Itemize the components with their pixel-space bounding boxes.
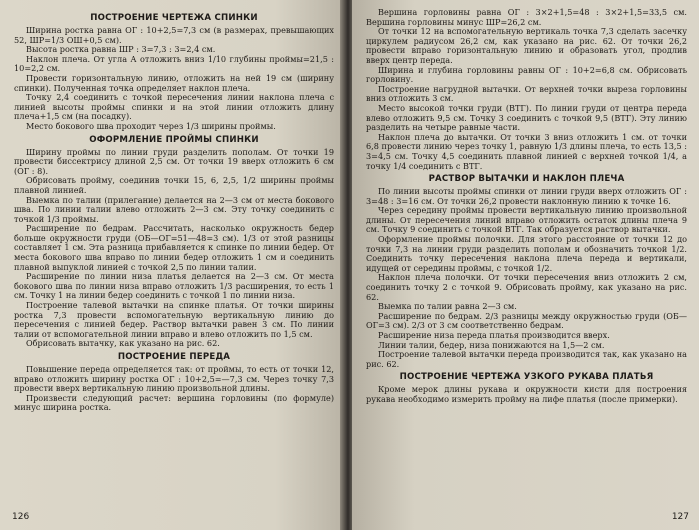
- section-heading: ПОСТРОЕНИЕ ЧЕРТЕЖА СПИНКИ: [90, 13, 258, 23]
- paragraph: Расширение низа переда платья производится вверх.: [378, 330, 610, 340]
- paragraph: Построение талевой вытачки на спинке платья. От точки ширины ростка 7,3 провести вспомогательную вертикальную линию до пересечения с линией бедер. Раствор вытачки равен 3 см. По линии талии от вспомогательной линии вправо и влево отложить по 1,5 см.: [14, 300, 334, 339]
- paragraph: Выемка по талии (прилегание) делается на 2—3 см от места бокового шва. По линии талии влево отложить 2—3 см. Эту точку соединить с точкой 1/3 проймы.: [14, 194, 334, 224]
- paragraph: Высота ростка равна ШР : 3=7,3 : 3=2,4 см.: [26, 44, 216, 55]
- paragraph: По линии высоты проймы спинки от линии груди вверх отложить ОГ : 3=48 : 3=16 см. От точки 26,2 провести наклонную линию к точке 16.: [366, 186, 687, 206]
- right-page: [352, 0, 699, 530]
- paragraph: Обрисовать пройму, соединив точки 15, 6, 2,5, 1/2 ширины проймы плавной линией.: [14, 175, 334, 195]
- paragraph: Ширину проймы по линии груди разделить пополам. От точки 19 провести биссектрису длиной 2,5 см. От точки 19 вверх отложить 6 см (ОГ : 8).: [14, 146, 334, 176]
- paragraph: Произвести следующий расчет: вершина горловины (по формуле) минус ширина ростка.: [14, 392, 334, 413]
- paragraph: Провести горизонтальную линию, отложить на ней 19 см (ширину спинки). Полученная точка определяет наклон плеча.: [14, 72, 334, 93]
- paragraph: Ширина и глубина горловины равны ОГ : 10+2=6,8 см. Обрисовать горловину.: [366, 64, 687, 85]
- left-page: [0, 0, 344, 530]
- paragraph: Точку 2,4 соединить с точкой пересечения линии наклона плеча с линией высоты проймы спинки и на этой линии отложить длину плеча+1,5 см (на посадку).: [14, 92, 334, 122]
- paragraph: Наклон плеча до вытачки. От точки 3 вниз отложить 1 см. от точки 6,8 провести линию через точку 1, равную 1/3 длины плеча, то есть 13,5 : 3=4,5 см. Точку 4,5 соединить плавной линией с верхней точкой 1/4, а точку 1/4 соединить с ВТГ.: [366, 131, 687, 171]
- paragraph: Место бокового шва проходит через 1/3 ширины проймы.: [26, 120, 276, 131]
- paragraph: Наклон плеча. От угла А отложить вниз 1/10 глубины проймы=21,5 : 10=2,2 см.: [14, 53, 334, 74]
- paragraph: Построение нагрудной вытачки. От верхней точки выреза горловины вниз отложить 3 см.: [366, 83, 687, 104]
- paragraph: Кроме мерок длины рукава и окружности кисти для построения рукава необходимо измерить пройму на лифе платья (после примерки).: [366, 384, 687, 404]
- paragraph: От точки 12 на вспомогательную вертикаль точка 7,3 сделать засечку циркулем радиусом 26,2 см, как указано на рис. 62. От точки 26,2 провести вправо горизонтальную линию и образовать угол, продлив вверх центр переда.: [366, 26, 687, 65]
- paragraph: Расширение по бедрам. 2/3 разницы между окружностью груди (ОБ—ОГ=3 см). 2/3 от 3 см соответственно бедрам.: [366, 310, 687, 331]
- section-heading: ПОСТРОЕНИЕ ПЕРЕДА: [117, 352, 231, 362]
- right-page-number: 127: [671, 512, 689, 522]
- paragraph: Через середину проймы провести вертикальную линию произвольной длины. От пересечения линий вправо отложить остаток длины плеча 9 см. Точку 9 соединить с точкой ВТГ. Так образуется раствор вытачки.: [366, 205, 687, 235]
- paragraph: Построение талевой вытачки переда производится так, как указано на рис. 62.: [366, 349, 687, 369]
- paragraph: Расширение по линии низа платья делается на 2—3 см. От места бокового шва по линии низа вправо отложить 1/3 расширения, то есть 1 см. Точку 1 на линии бедер соединить с точкой 1 по линии низа.: [14, 271, 334, 301]
- paragraph: Вершина горловины равна ОГ : 3×2+1,5=48 : 3×2+1,5=33,5 см. Вершина горловины минус ШР=26,2 см.: [366, 7, 687, 27]
- paragraph: Повышение переда определяется так: от проймы, то есть от точки 12, вправо отложить ширину ростка ОГ : 10+2,5=—7,3 см. Через точку 7,3 провести вверх вертикальную линию произвольной длины.: [14, 364, 334, 394]
- paragraph: Оформление проймы полочки. Для этого расстояние от точки 12 до точки 7,3 на линии груди разделить пополам и обозначить точкой 1/2. Соединить точку пересечения наклона плеча переда и вертикали, идущей от середины проймы, с точкой 1/2.: [366, 234, 687, 273]
- section-heading: ПОСТРОЕНИЕ ЧЕРТЕЖА УЗКОГО РУКАВА ПЛАТЬЯ: [399, 372, 654, 383]
- paragraph: Линии талии, бедер, низа понижаются на 1,5—2 см.: [378, 339, 605, 350]
- section-heading: ОФОРМЛЕНИЕ ПРОЙМЫ СПИНКИ: [89, 134, 259, 145]
- paragraph: Место высокой точки груди (ВТГ). По линии груди от центра переда влево отложить 9,5 см. Точку 3 соединить с точкой 9,5 (ВТГ). Эту линию разделить на четыре равные части.: [366, 102, 687, 133]
- section-heading: РАСТВОР ВЫТАЧКИ И НАКЛОН ПЛЕЧА: [428, 174, 625, 185]
- paragraph: Расширение по бедрам. Рассчитать, насколько окружность бедер больше окружности груди (ОБ—ОГ=51—48=3 см). 1/3 от этой разницы составляет 1 см. Эта разница прибавляется к спинке по линии бедер. От места бокового шва вправо по линии бедер отложить 1 см и соединить плавной выпуклой линией с точкой 2,5 по линии талии.: [14, 223, 334, 272]
- paragraph: Выемка по талии равна 2—3 см.: [378, 301, 517, 312]
- paragraph: Наклон плеча полочки. От точки пересечения вниз отложить 2 см, соединить точку 2 с точкой 9. Обрисовать пройму, как указано на рис. 62.: [366, 272, 687, 302]
- right-page-content: [366, 8, 687, 405]
- left-page-content: [14, 13, 334, 413]
- paragraph: Обрисовать вытачку, как указано на рис. 62.: [26, 338, 220, 349]
- paragraph: Ширина ростка равна ОГ : 10+2,5=7,3 см (в размерах, превышающих 52, ШР=1/3 ОШ+0,5 см).: [14, 25, 334, 45]
- left-page-number: 126: [12, 512, 30, 522]
